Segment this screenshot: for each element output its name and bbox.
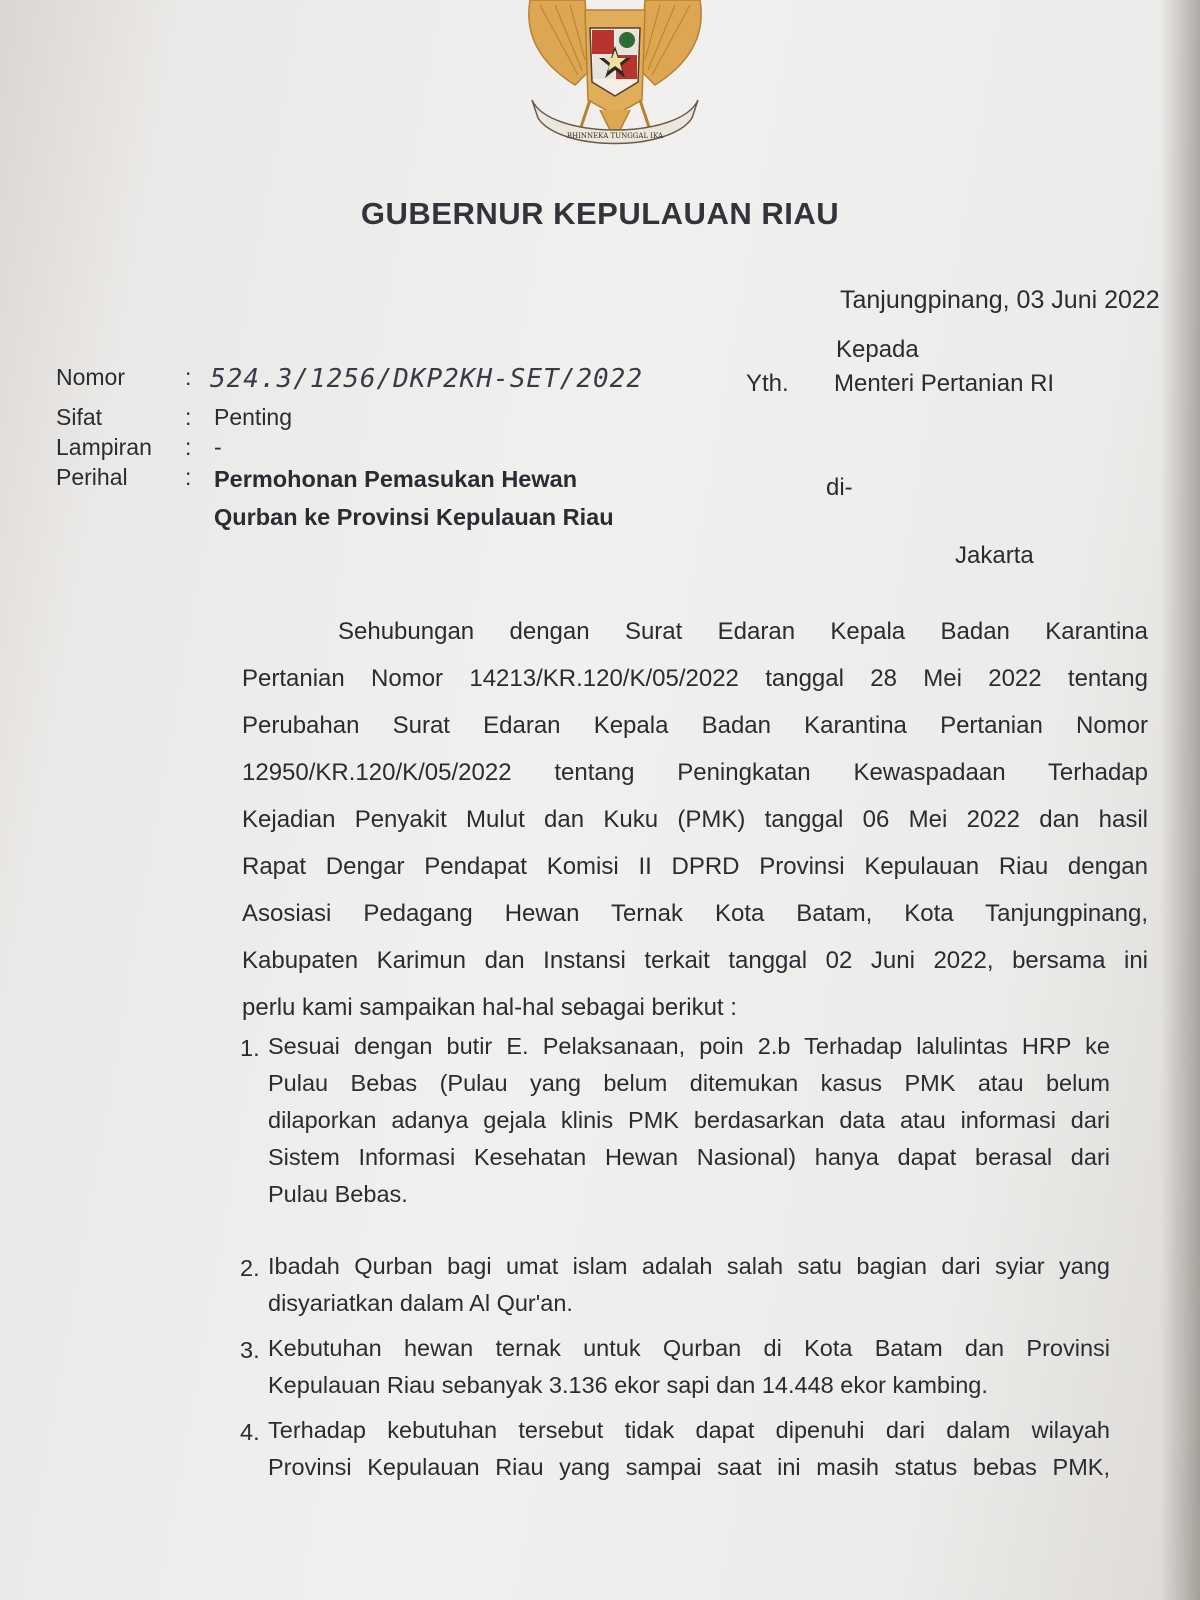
lampiran-colon: : <box>185 434 192 460</box>
nomor-colon: : <box>185 364 192 390</box>
body-line: Perubahan Surat Edaran Kepala Badan Karantina Pertanian Nomor <box>242 712 1148 739</box>
lampiran-value: - <box>214 434 222 460</box>
nomor-label: Nomor <box>56 364 126 390</box>
list-item-number: 3. <box>240 1337 260 1363</box>
place-date: Tanjungpinang, 03 Juni 2022 <box>840 286 1160 314</box>
body-line: Asosiasi Pedagang Hewan Ternak Kota Batam, Kota Tanjungpinang, <box>242 900 1148 927</box>
lampiran-label: Lampiran <box>56 434 152 460</box>
page-edge-shadow <box>1160 0 1200 1600</box>
list-item-line: Pulau Bebas (Pulau yang belum ditemukan kasus PMK atau belum <box>268 1070 1110 1096</box>
nomor-value: 524.3/1256/DKP2KH-SET/2022 <box>210 364 643 394</box>
body-line: Rapat Dengar Pendapat Komisi II DPRD Provinsi Kepulauan Riau dengan <box>242 853 1148 880</box>
sifat-colon: : <box>185 404 192 430</box>
sifat-value: Penting <box>214 404 293 430</box>
perihal-label: Perihal <box>56 464 128 490</box>
list-item-line: Kebutuhan hewan ternak untuk Qurban di Kota Batam dan Provinsi <box>268 1335 1110 1361</box>
list-item-number: 1. <box>240 1035 260 1061</box>
list-item-number: 4. <box>240 1419 260 1445</box>
perihal-colon: : <box>185 464 192 490</box>
body-line: Kabupaten Karimun dan Instansi terkait tanggal 02 Juni 2022, bersama ini <box>242 947 1148 974</box>
emblem-motto: BHINNEKA TUNGGAL IKA <box>566 132 664 140</box>
list-item-line: Kepulauan Riau sebanyak 3.136 ekor sapi dan 14.448 ekor kambing. <box>268 1372 988 1398</box>
body-line: 12950/KR.120/K/05/2022 tentang Peningkatan Kewaspadaan Terhadap <box>242 759 1148 786</box>
recipient-di: di- <box>826 474 853 501</box>
list-item-line: disyariatkan dalam Al Qur'an. <box>268 1290 573 1316</box>
perihal-line-1: Permohonan Pemasukan Hewan <box>214 466 578 492</box>
perihal-line-2: Qurban ke Provinsi Kepulauan Riau <box>214 504 614 530</box>
body-line: Pertanian Nomor 14213/KR.120/K/05/2022 tanggal 28 Mei 2022 tentang <box>242 665 1148 692</box>
garuda-emblem-icon <box>520 0 710 160</box>
letter-heading: GUBERNUR KEPULAUAN RIAU <box>360 196 840 231</box>
sifat-label: Sifat <box>56 404 103 430</box>
recipient-city: Jakarta <box>955 542 1034 569</box>
body-line: Sehubungan dengan Surat Edaran Kepala Badan Karantina <box>338 618 1148 645</box>
body-line: perlu kami sampaikan hal-hal sebagai berikut : <box>242 994 737 1021</box>
list-item-line: dilaporkan adanya gejala klinis PMK berdasarkan data atau informasi dari <box>268 1107 1110 1133</box>
list-item-line: Sistem Informasi Kesehatan Hewan Nasional) hanya dapat berasal dari <box>268 1144 1110 1170</box>
recipient-yth: Yth. <box>746 370 789 397</box>
list-item-line: Ibadah Qurban bagi umat islam adalah salah satu bagian dari syiar yang <box>268 1253 1110 1279</box>
recipient-name: Menteri Pertanian RI <box>834 370 1055 397</box>
list-item-line: Pulau Bebas. <box>268 1181 408 1207</box>
recipient-kepada: Kepada <box>836 336 919 363</box>
list-item-line: Provinsi Kepulauan Riau yang sampai saat ini masih status bebas PMK, <box>268 1454 1110 1480</box>
list-item-line: Sesuai dengan butir E. Pelaksanaan, poin 2.b Terhadap lalulintas HRP ke <box>268 1033 1110 1059</box>
body-line: Kejadian Penyakit Mulut dan Kuku (PMK) tanggal 06 Mei 2022 dan hasil <box>242 806 1148 833</box>
list-item-line: Terhadap kebutuhan tersebut tidak dapat dipenuhi dari dalam wilayah <box>268 1417 1110 1443</box>
list-item-number: 2. <box>240 1255 260 1281</box>
body-paragraph <box>242 608 1148 1031</box>
